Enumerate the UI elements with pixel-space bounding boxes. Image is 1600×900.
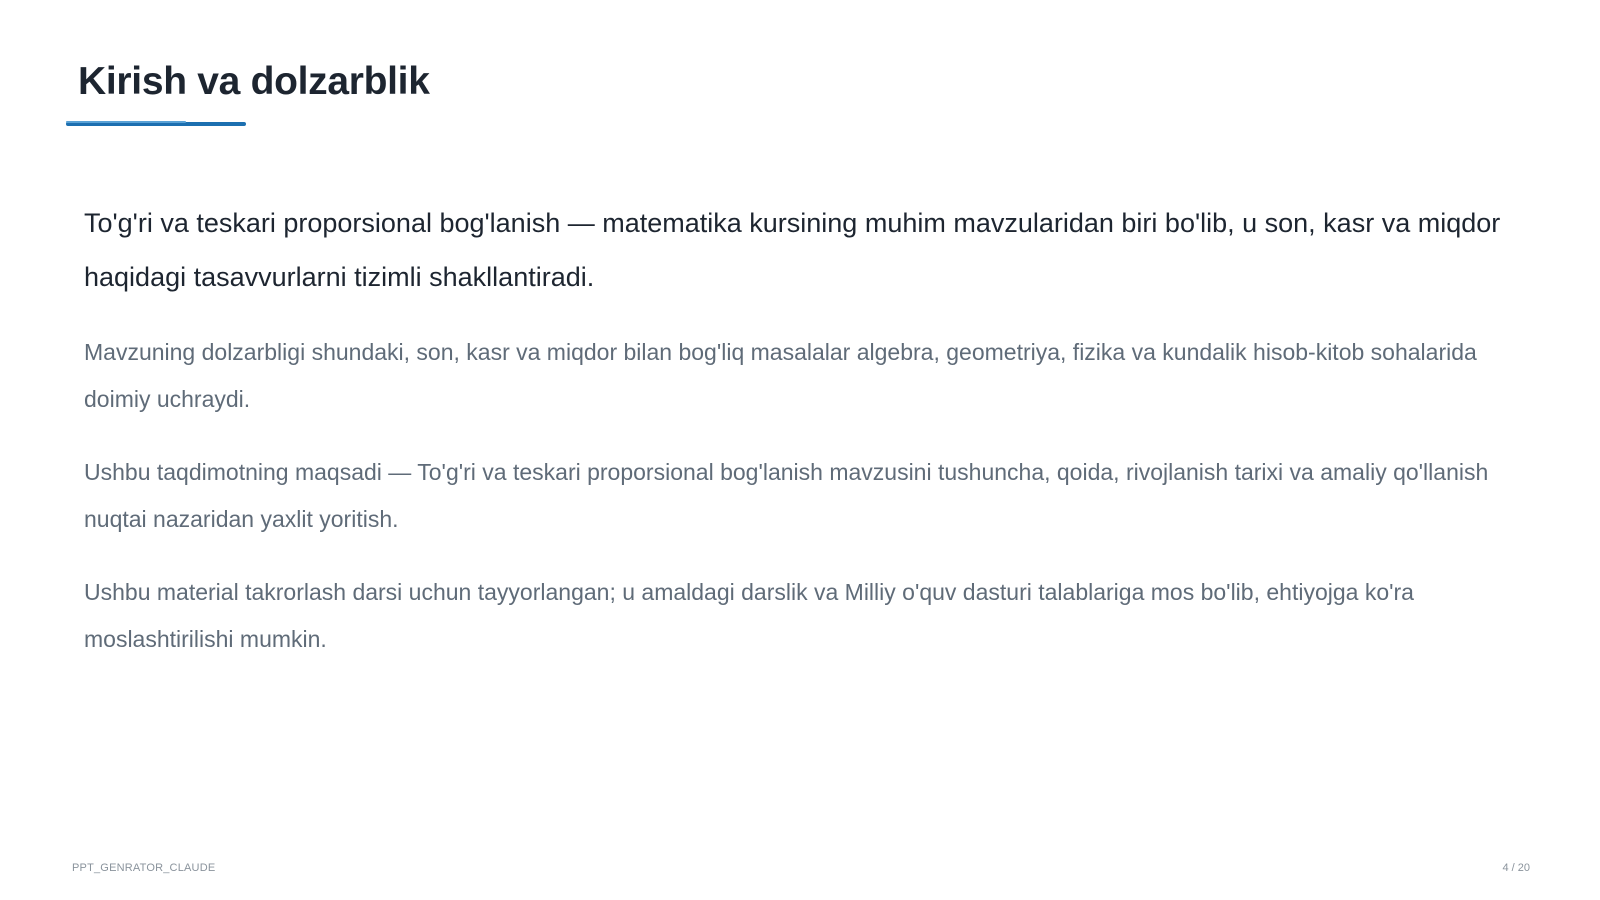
body-paragraph-note: Ushbu material takrorlash darsi uchun tayyorlangan; u amaldagi darslik va Milliy o'quv dasturi talablariga mos bo'lib, ehtiyojga ko'ra moslashtirilishi mumkin. — [84, 579, 1414, 652]
slide-title: Kirish va dolzarblik — [78, 60, 430, 103]
title-underline-highlight — [66, 121, 186, 123]
body-paragraph-goal: Ushbu taqdimotning maqsadi — To'g'ri va teskari proporsional bog'lanish mavzusini tushuncha, qoida, rivojlanish tarixi va amaliy qo'llanish nuqtai nazaridan yaxlit yoritish. — [84, 459, 1489, 532]
page-number: 4 / 20 — [1502, 862, 1530, 874]
body-paragraph-relevance: Mavzuning dolzarbligi shundaki, son, kasr va miqdor bilan bog'liq masalalar algebra, geometriya, fizika va kundalik hisob-kitob sohalarida doimiy uchraydi. — [84, 339, 1477, 412]
lead-paragraph: To'g'ri va teskari proporsional bog'lanish — matematika kursining muhim mavzularidan biri bo'lib, u son, kasr va miqdor haqidagi tasavvurlarni tizimli shakllantiradi. — [84, 208, 1501, 292]
footer-source: PPT_GENRATOR_CLAUDE — [72, 862, 216, 874]
title-underline — [66, 121, 246, 126]
